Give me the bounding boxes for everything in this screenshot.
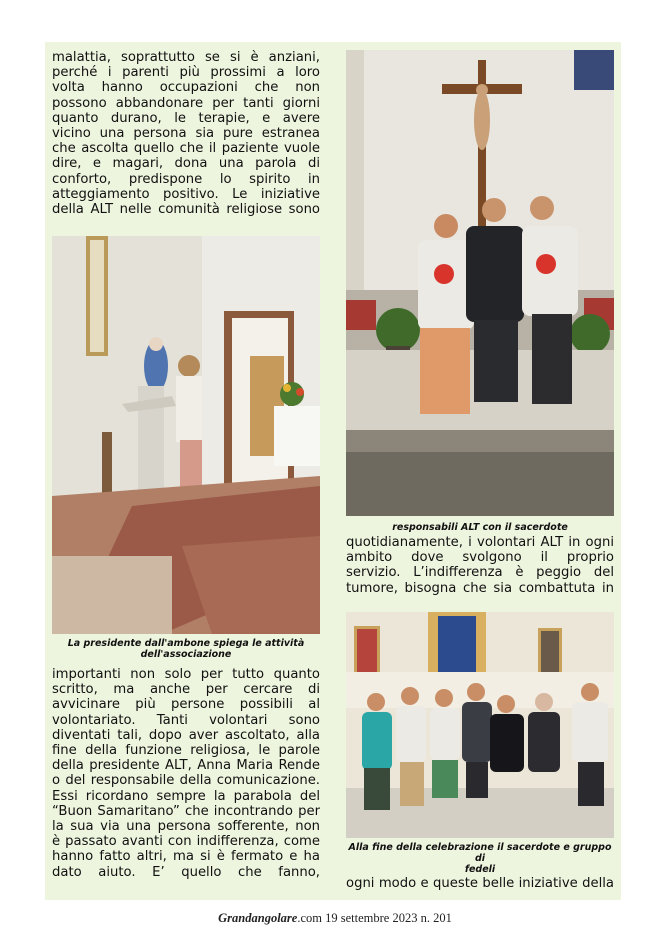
text-line: o del responsabile della comunicazione.: [52, 773, 320, 789]
text-line: malattia, soprattutto se si è anziani,: [52, 50, 320, 65]
text-line: conforto, predispone lo spirito in: [52, 171, 320, 187]
caption-line: Alla fine della celebrazione il sacerdote e gruppo di: [348, 842, 612, 864]
text-line: scritto, ma anche per cercare di: [52, 682, 320, 698]
text-line: quanto durano, le terapie, e avere: [52, 110, 320, 126]
text-line: della ALT nelle comunità religiose sono: [52, 202, 320, 218]
text-line: vicino una persona sia pure estranea: [52, 126, 320, 142]
text-line: perché i parenti più prossimi a loro: [52, 65, 320, 81]
text-line: servizio. L’indifferenza è peggio del: [346, 565, 614, 581]
text-line: importanti non solo per tutto quanto: [52, 667, 320, 682]
text-line: della presidente ALT, Anna Maria Rende: [52, 758, 320, 774]
caption-line: dell'associazione: [140, 649, 232, 660]
text-right-bottom: [346, 876, 614, 891]
text-line: tumore, bisogna che sia combattuta in: [346, 580, 614, 596]
text-line: fine della funzione religiosa, le parole: [52, 743, 320, 759]
photo-responsabili-sacerdote: [346, 50, 614, 516]
text-line: dire, e magari, dona una parola di: [52, 156, 320, 172]
text-line: dato aiuto. E’ quello che fanno,: [52, 864, 320, 880]
text-line: volontariato. Tanti volontari sono: [52, 712, 320, 728]
text-line: ambito dove svolgono il proprio: [346, 550, 614, 566]
footer-brand: Grandangolare: [218, 911, 298, 925]
caption-line: responsabili ALT con il sacerdote: [392, 522, 568, 533]
text-line: atteggiamento positivo. Le iniziative: [52, 186, 320, 202]
text-line: volta hanno occupazioni che non: [52, 80, 320, 96]
photo-presidente-ambone: [52, 236, 320, 634]
text-line: quotidianamente, i volontari ALT in ogni: [346, 535, 614, 550]
text-line: possono abbandonare per tanti giorni: [52, 95, 320, 111]
caption-line: fedeli: [464, 864, 496, 875]
text-right-mid: [346, 535, 614, 596]
text-line: diventati tali, dopo aver ascoltato, alla: [52, 727, 320, 743]
caption-gruppo: [346, 842, 614, 875]
footer-info: .com 19 settembre 2023 n. 201: [297, 911, 452, 925]
text-line: Essi ricordano sempre la parabola del: [52, 788, 320, 804]
caption-line: La presidente dall'ambone spiega le attività: [67, 638, 305, 649]
text-line: hanno fatto altri, ma si è fermato e ha: [52, 849, 320, 865]
caption-presidente: [52, 638, 320, 660]
text-line: è passato avanti con indifferenza, come: [52, 834, 320, 850]
text-line: ogni modo e queste belle iniziative della: [346, 876, 614, 891]
page-footer: [0, 911, 670, 926]
text-line: che ascolta quello che il paziente vuole: [52, 141, 320, 157]
text-line: la sua via una persona sofferente, non: [52, 819, 320, 835]
text-left-top: [52, 50, 320, 217]
text-left-bottom: [52, 667, 320, 880]
caption-responsabili: [346, 522, 614, 533]
text-line: avvicinare più persone possibili al: [52, 697, 320, 713]
photo-gruppo-fedeli: [346, 612, 614, 838]
text-line: “Buon Samaritano” che incontrando per: [52, 803, 320, 819]
